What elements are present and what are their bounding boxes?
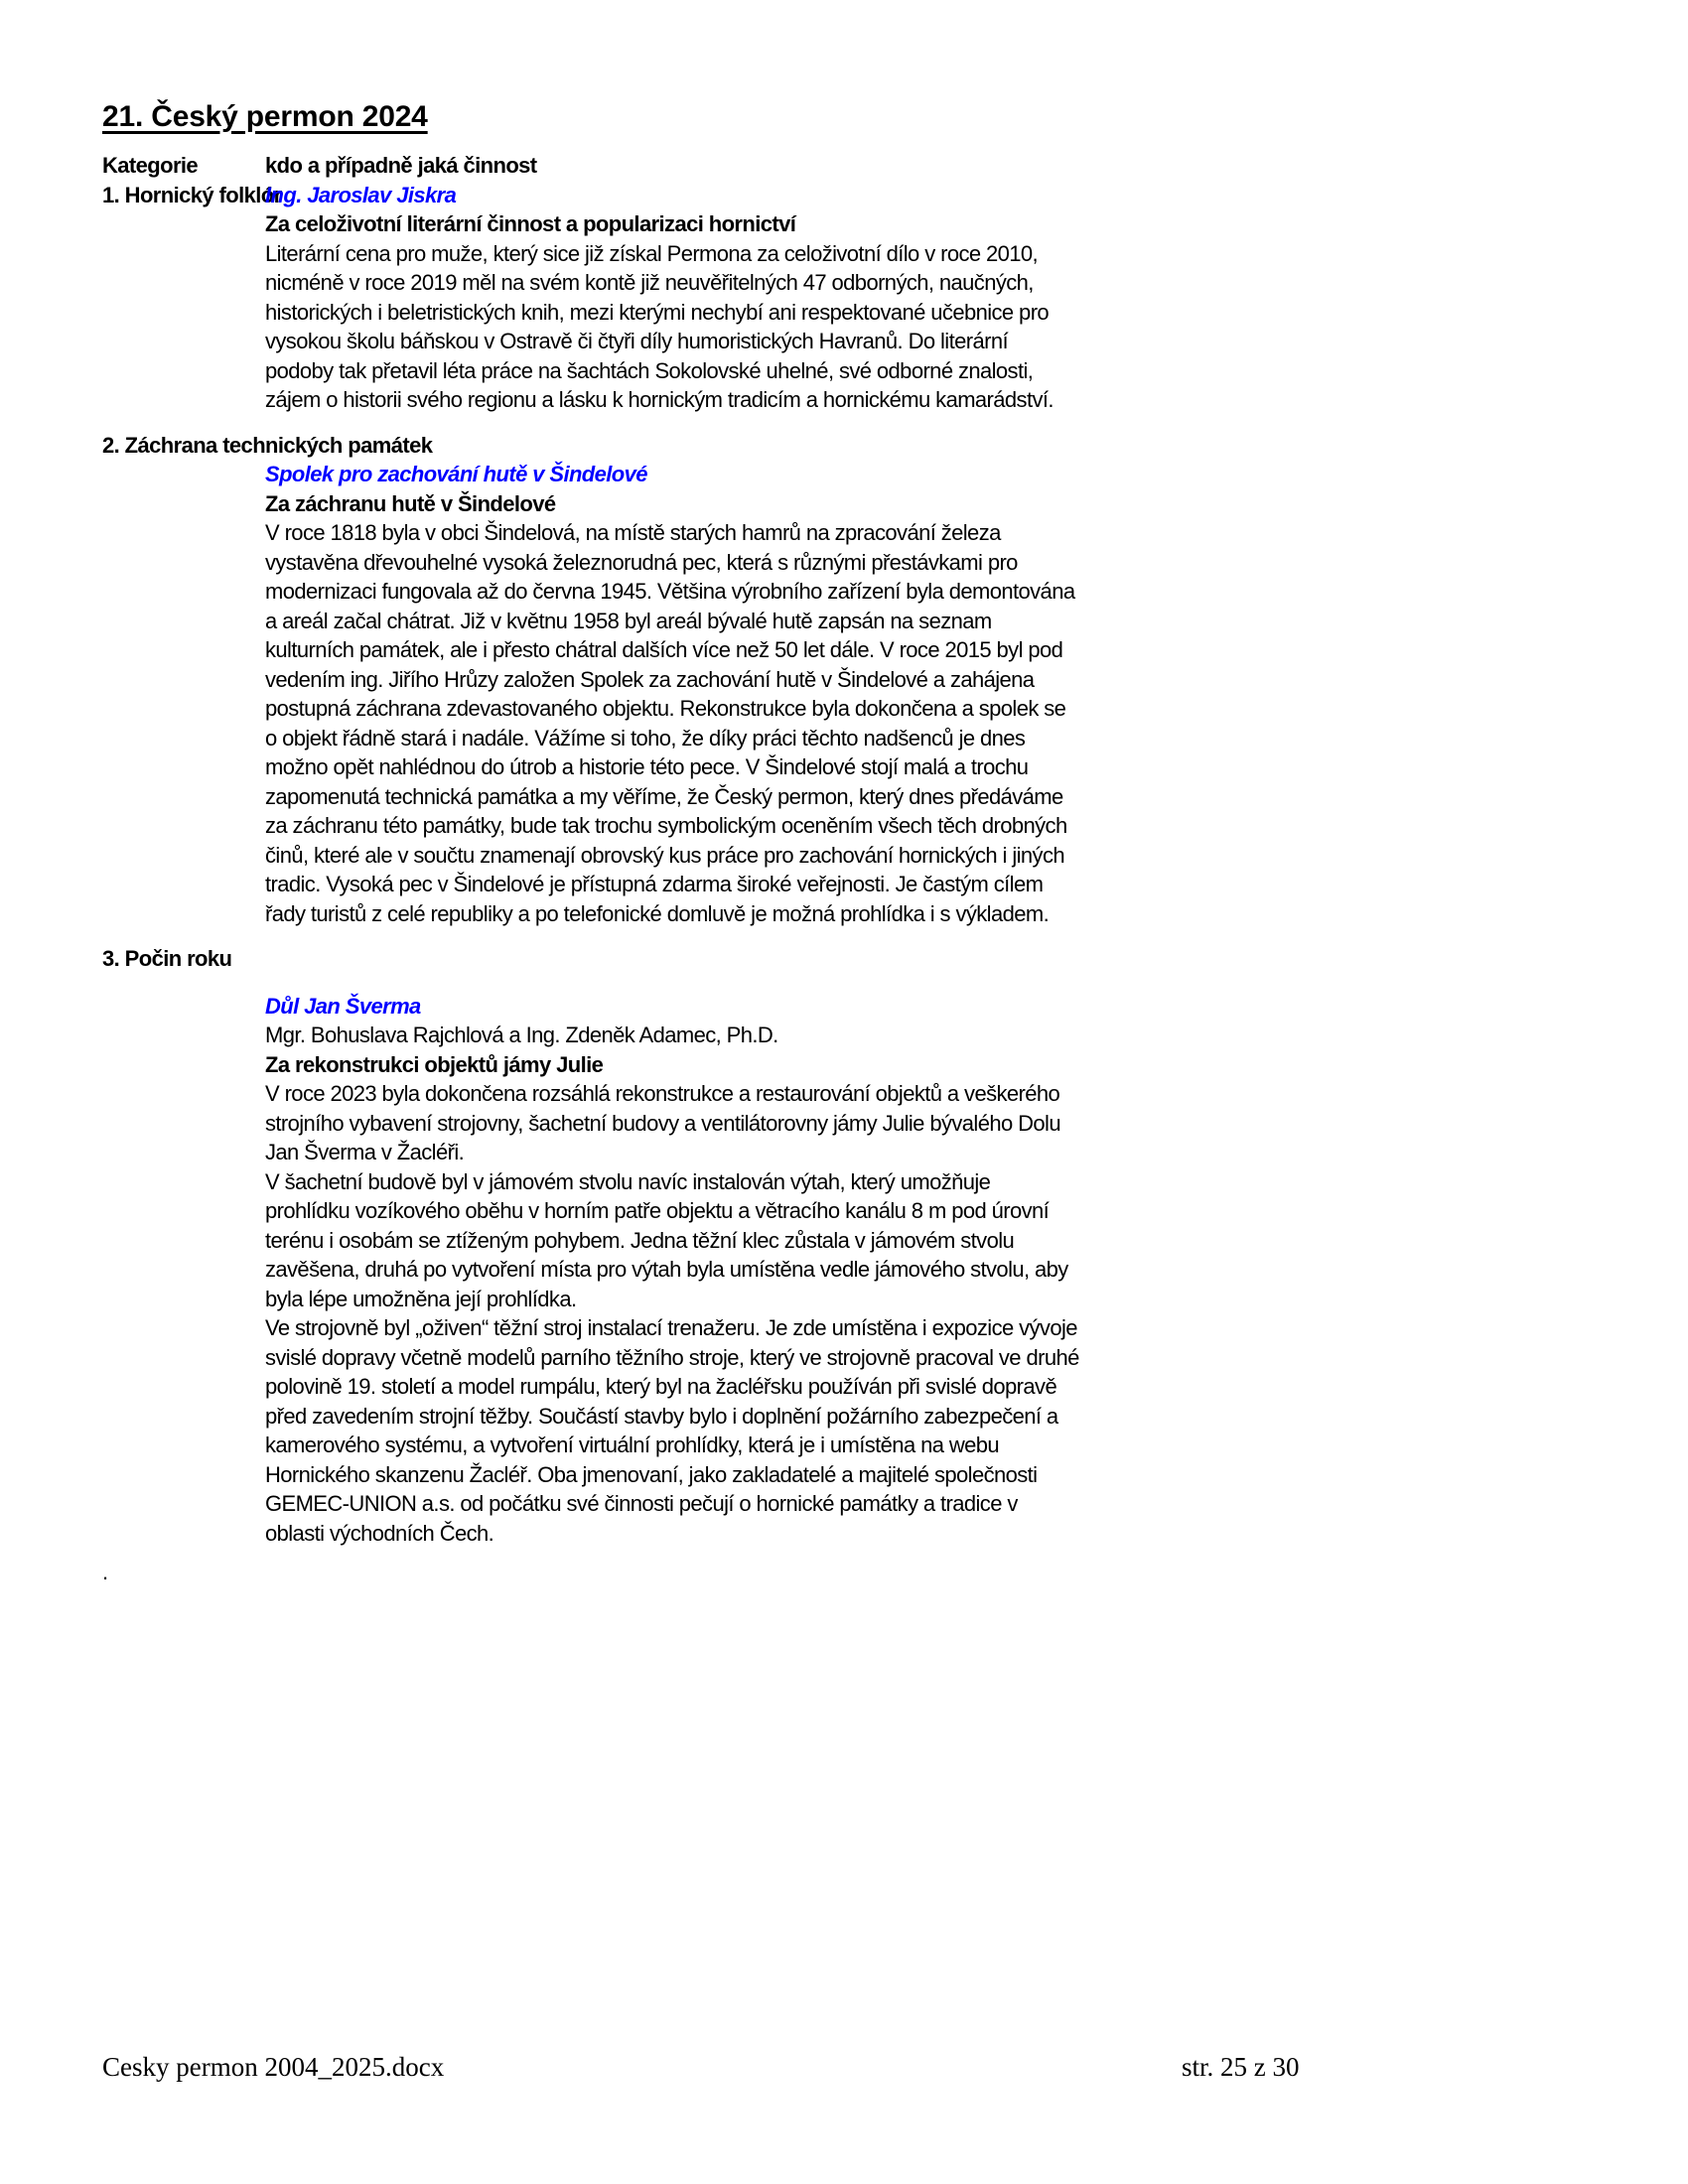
category-label: 2. Záchrana technických památek — [102, 432, 433, 458]
persons-line: Mgr. Bohuslava Rajchlová a Ing. Zdeněk Adamec, Ph.D. — [265, 1023, 778, 1047]
award-title: Za celoživotní literární činnost a popularizaci hornictví — [265, 211, 796, 236]
stray-period: . — [102, 1560, 108, 1584]
category-label: 3. Počin roku — [102, 946, 232, 971]
page-title: 21. Český permon 2024 — [102, 100, 428, 133]
column-header-category: Kategorie — [102, 153, 199, 178]
footer-page-number: str. 25 z 30 — [1182, 2052, 1300, 2082]
award-section — [102, 181, 1628, 415]
body-paragraph: V šachetní budově byl v jámovém stvolu navíc instalován výtah, který umožňuje prohlídku vozíkového oběhu v horním patře objektu a větracího kanálu 8 m pod úrovní terénu i osobám se ztíženým pohybem. Jedna těžní klec zůstala v jámovém stvolu zavěšena, druhá po vytvoření místa pro výtah byla umístěna vedle jámového stvolu, aby byla lépe umožněna její prohlídka. — [265, 1168, 1068, 1311]
body-paragraph: Ve strojovně byl „oživen“ těžní stroj instalací trenažeru. Je zde umístěna i expozice vývoje svislé dopravy včetně modelů parního těžního stroje, který ve strojovně pracoval ve druhé polovině 19. století a model rumpálu, který byl na žacléřsku používán při svislé dopravě před zavedením strojní těžby. Součástí stavby bylo i doplnění požárního zabezpečení a kamerového systému, a vytvoření virtuální prohlídky, která je i umístěna na webu Hornického skanzenu Žacléř. Oba jmenovaní, jako zakladatelé a majitelé společnosti GEMEC-UNION a.s. od počátku své činnosti pečují o hornické památky a tradice v oblasti východních Čech. — [265, 1315, 1079, 1546]
award-sections — [102, 181, 1628, 1549]
category-label: 1. Hornický folklór — [102, 182, 282, 207]
award-section — [102, 944, 1628, 1548]
award-section — [102, 431, 1628, 929]
footer-filename: Cesky permon 2004_2025.docx — [102, 2052, 445, 2082]
column-header-who: kdo a případně jaká činnost — [265, 153, 537, 178]
column-header-row — [102, 151, 1628, 181]
award-title: Za rekonstrukci objektů jámy Julie — [265, 1051, 604, 1077]
body-paragraph: V roce 2023 byla dokončena rozsáhlá rekonstrukce a restaurování objektů a veškerého strojního vybavení strojovny, šachetní budovy a ventilátorovny jámy Julie bývalého Dolu Jan Šverma v Žacléři. — [265, 1081, 1060, 1164]
recipient-name: Ing. Jaroslav Jiskra — [265, 182, 457, 207]
recipient-name: Důl Jan Šverma — [265, 993, 421, 1019]
recipient-name: Spolek pro zachování hutě v Šindelové — [265, 462, 647, 486]
body-paragraph: V roce 1818 byla v obci Šindelová, na místě starých hamrů na zpracování železa vystavěna dřevouhelné vysoká železnorudná pec, která s různými přestávkami pro modernizaci fungovala až do června 1945. Většina výrobního zařízení byla demontována a areál začal chátrat. Již v květnu 1958 byl areál bývalé hutě zapsán na seznam kulturních památek, ale i přesto chátral dalších více než 50 let dále. V roce 2015 byl pod vedením ing. Jiřího Hrůzy založen Spolek za zachování hutě v Šindelové a zahájena postupná záchrana zdevastovaného objektu. Rekonstrukce byla dokončena a spolek se o objekt řádně stará i nadále. Vážíme si toho, že díky práci těchto nadšenců je dnes možno opět nahlédnou do útrob a historie této pece. V Šindelové stojí malá a trochu zapomenutá technická památka a my věříme, že Český permon, který dnes předáváme za záchranu této památky, bude tak trochu symbolickým oceněním všech těch drobných činů, které ale v součtu znamenají obrovský kus práce pro zachování hornických i jiných tradic. Vysoká pec v Šindelové je přístupná zdarma široké veřejnosti. Je častým cílem řady turistů z celé republiky a po telefonické domluvě je možná prohlídka i s výkladem. — [265, 520, 1075, 926]
body-paragraph: Literární cena pro muže, který sice již získal Permona za celoživotní dílo v roce 2010, nicméně v roce 2019 měl na svém kontě již neuvěřitelných 47 odborných, naučných, historických i beletristických knih, mezi kterými nechybí ani respektované učebnice pro vysokou školu báňskou v Ostravě či čtyři díly humoristických Havranů. Do literární podoby tak přetavil léta práce na šachtách Sokolovské uhelné, své odborné znalosti, zájem o historii svého regionu a lásku k hornickým tradicím a hornickému kamarádství. — [265, 240, 1054, 412]
award-title: Za záchranu hutě v Šindelové — [265, 490, 556, 516]
section-body — [265, 518, 1079, 928]
section-body — [265, 239, 1079, 415]
section-body — [265, 1079, 1079, 1548]
